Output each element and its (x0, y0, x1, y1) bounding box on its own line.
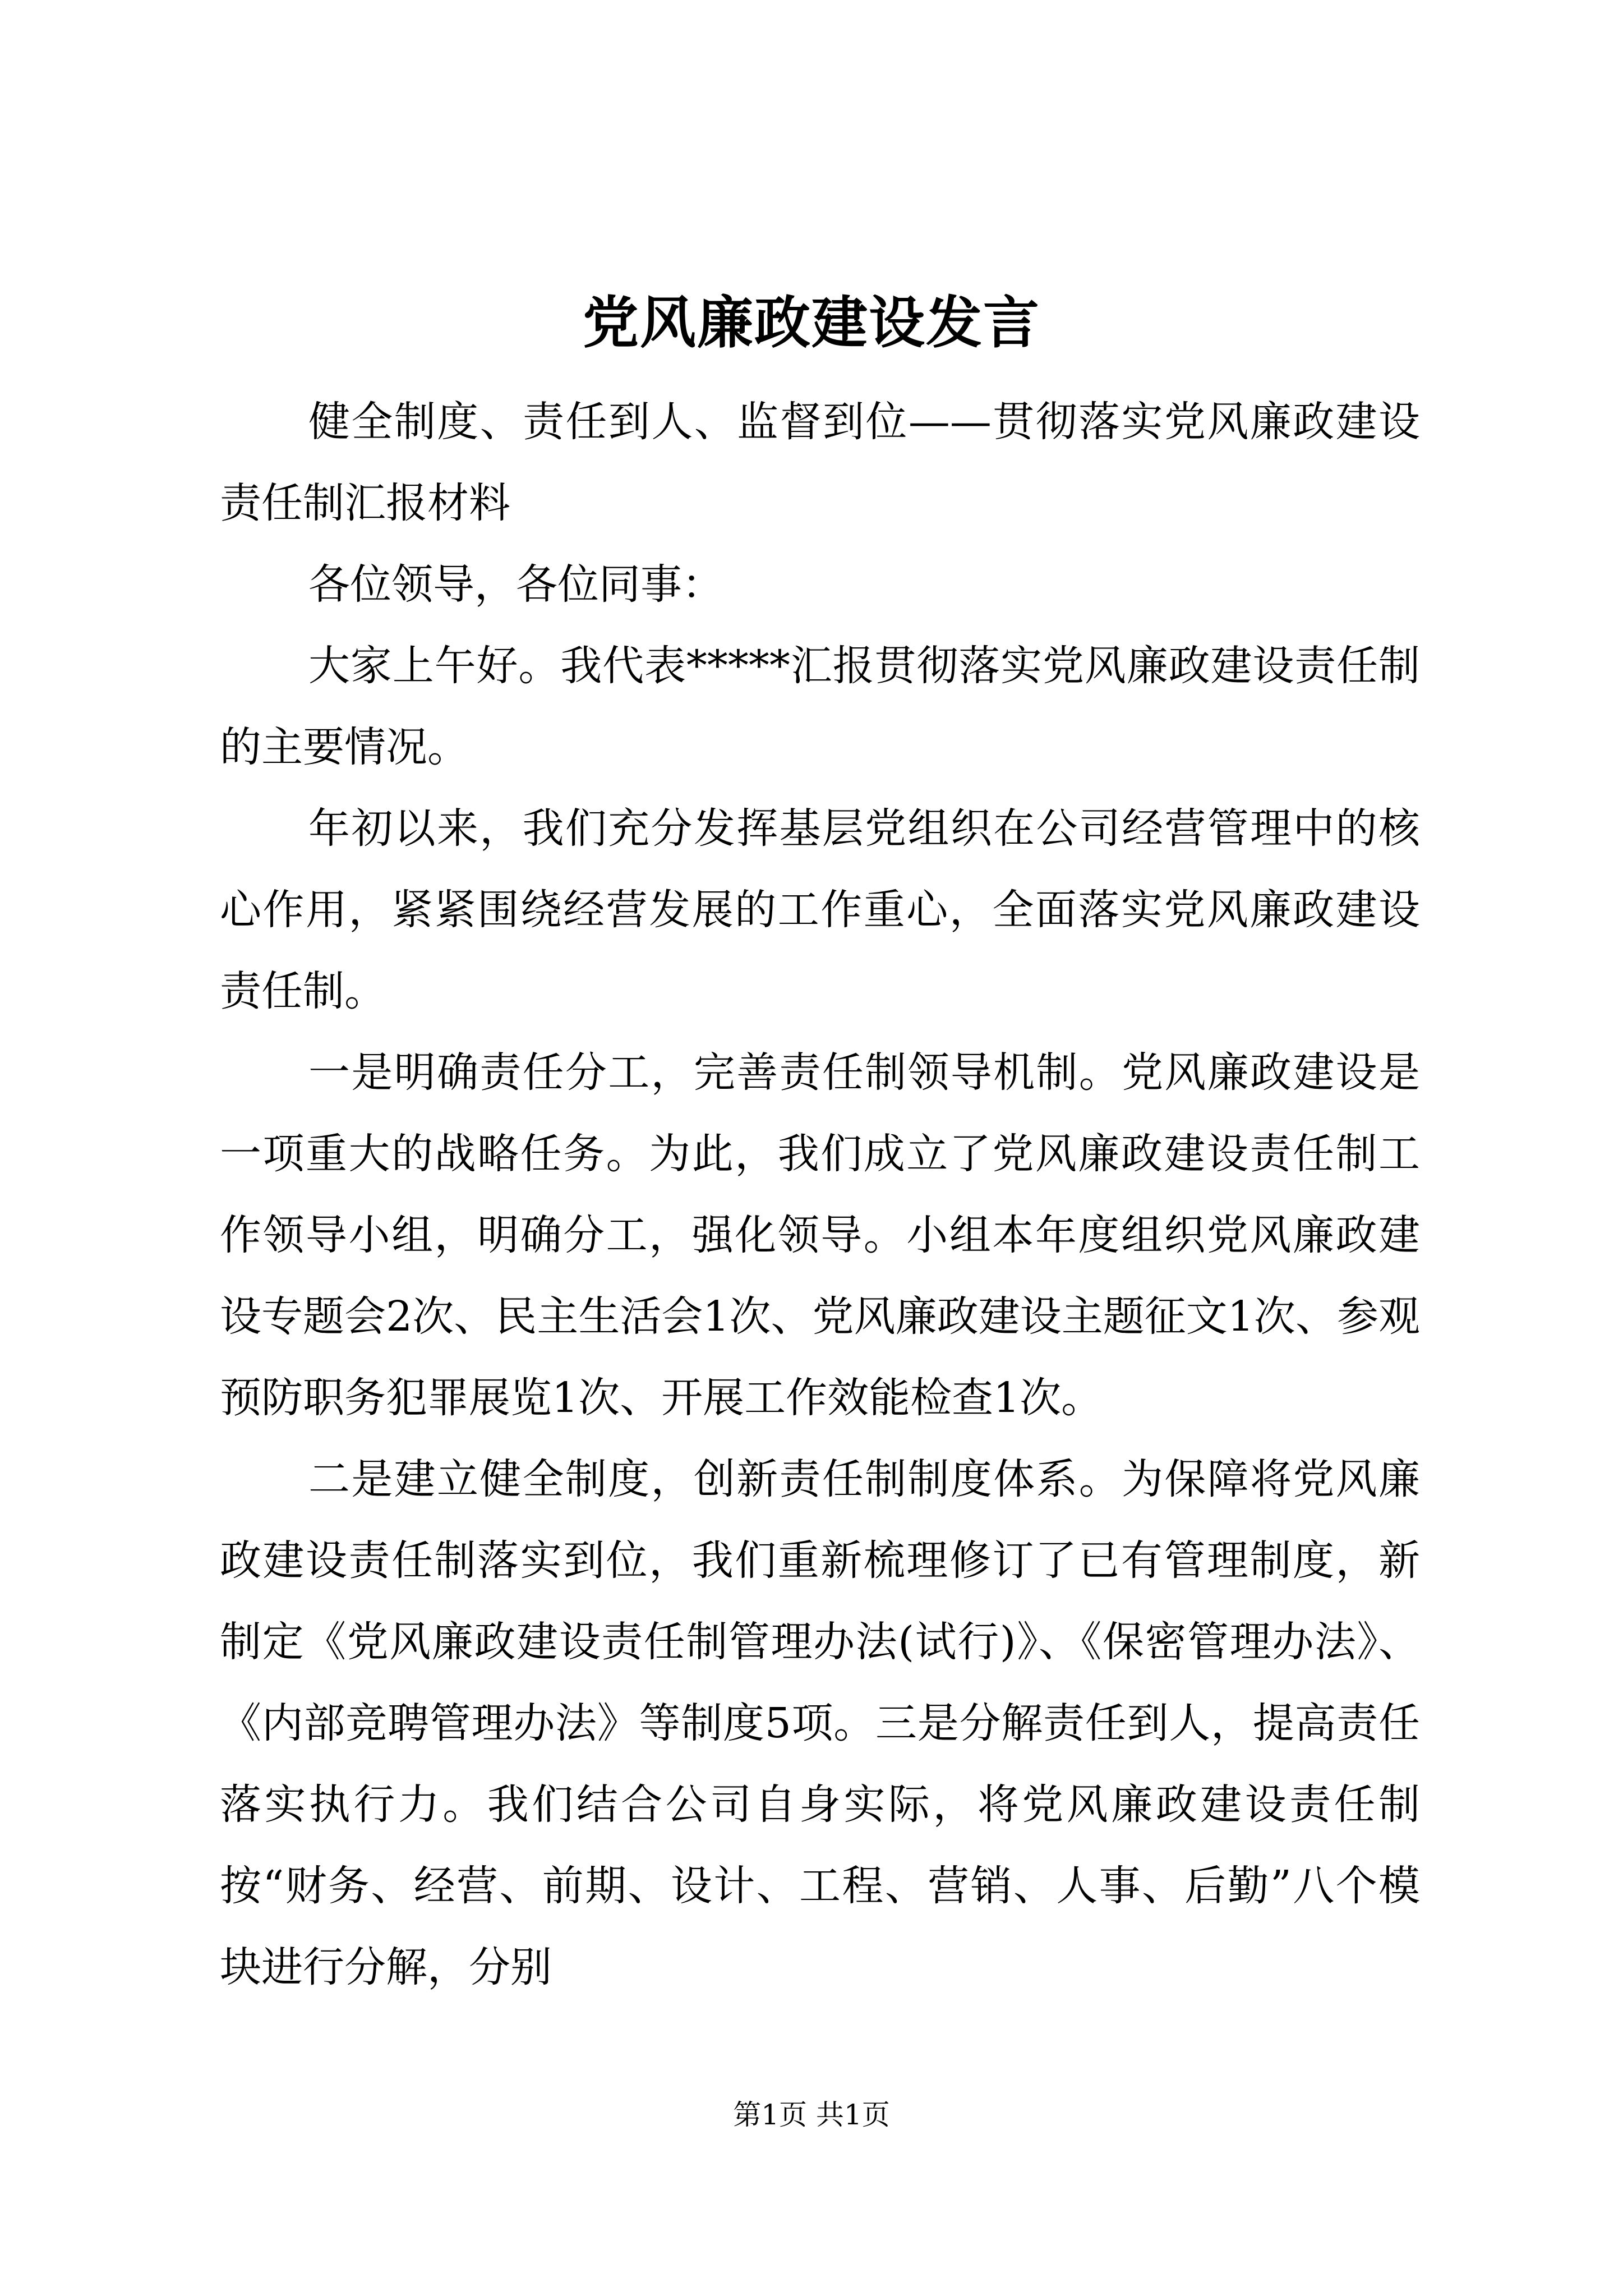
paragraph-greeting: 各位领导，各位同事： (308, 560, 723, 609)
paragraph-subtitle: 健全制度、责任到人、监督到位——贯彻落实党风廉政建设责任制汇报材料 (220, 398, 1420, 527)
page-footer: 第1页 共1页 (733, 2099, 890, 2131)
document-title: 党风廉政建设发言 (583, 289, 1040, 356)
paragraph-point-one: 一是明确责任分工，完善责任制领导机制。党风廉政建设是一项重大的战略任务。为此，我们成立了党风廉政建设责任制工作领导小组，明确分工，强化领导。小组本年度组织党风廉政建设专题会2次、民主生活会1次、党风廉政建设主题征文1次、参观预防职务犯罪展览1次、开展工作效能检查1次。 (220, 1048, 1420, 1422)
paragraph-point-two-three: 二是建立健全制度，创新责任制制度体系。为保障将党风廉政建设责任制落实到位，我们重新梳理修订了已有管理制度，新制定《党风廉政建设责任制管理办法(试行)》、《保密管理办法》、《内部竞聘管理办法》等制度5项。三是分解责任到人，提高责任落实执行力。我们结合公司自身实际，将党风廉政建设责任制按“财务、经营、前期、设计、工程、营销、人事、后勤”八个模块进行分解，分别 (220, 1455, 1420, 1991)
paragraph-opening: 大家上午好。我代表*****汇报贯彻落实党风廉政建设责任制的主要情况。 (220, 642, 1420, 771)
paragraph-overview: 年初以来，我们充分发挥基层党组织在公司经营管理中的核心作用，紧紧围绕经营发展的工作重心，全面落实党风廉政建设责任制。 (220, 804, 1420, 1015)
document-body (220, 381, 1420, 2008)
